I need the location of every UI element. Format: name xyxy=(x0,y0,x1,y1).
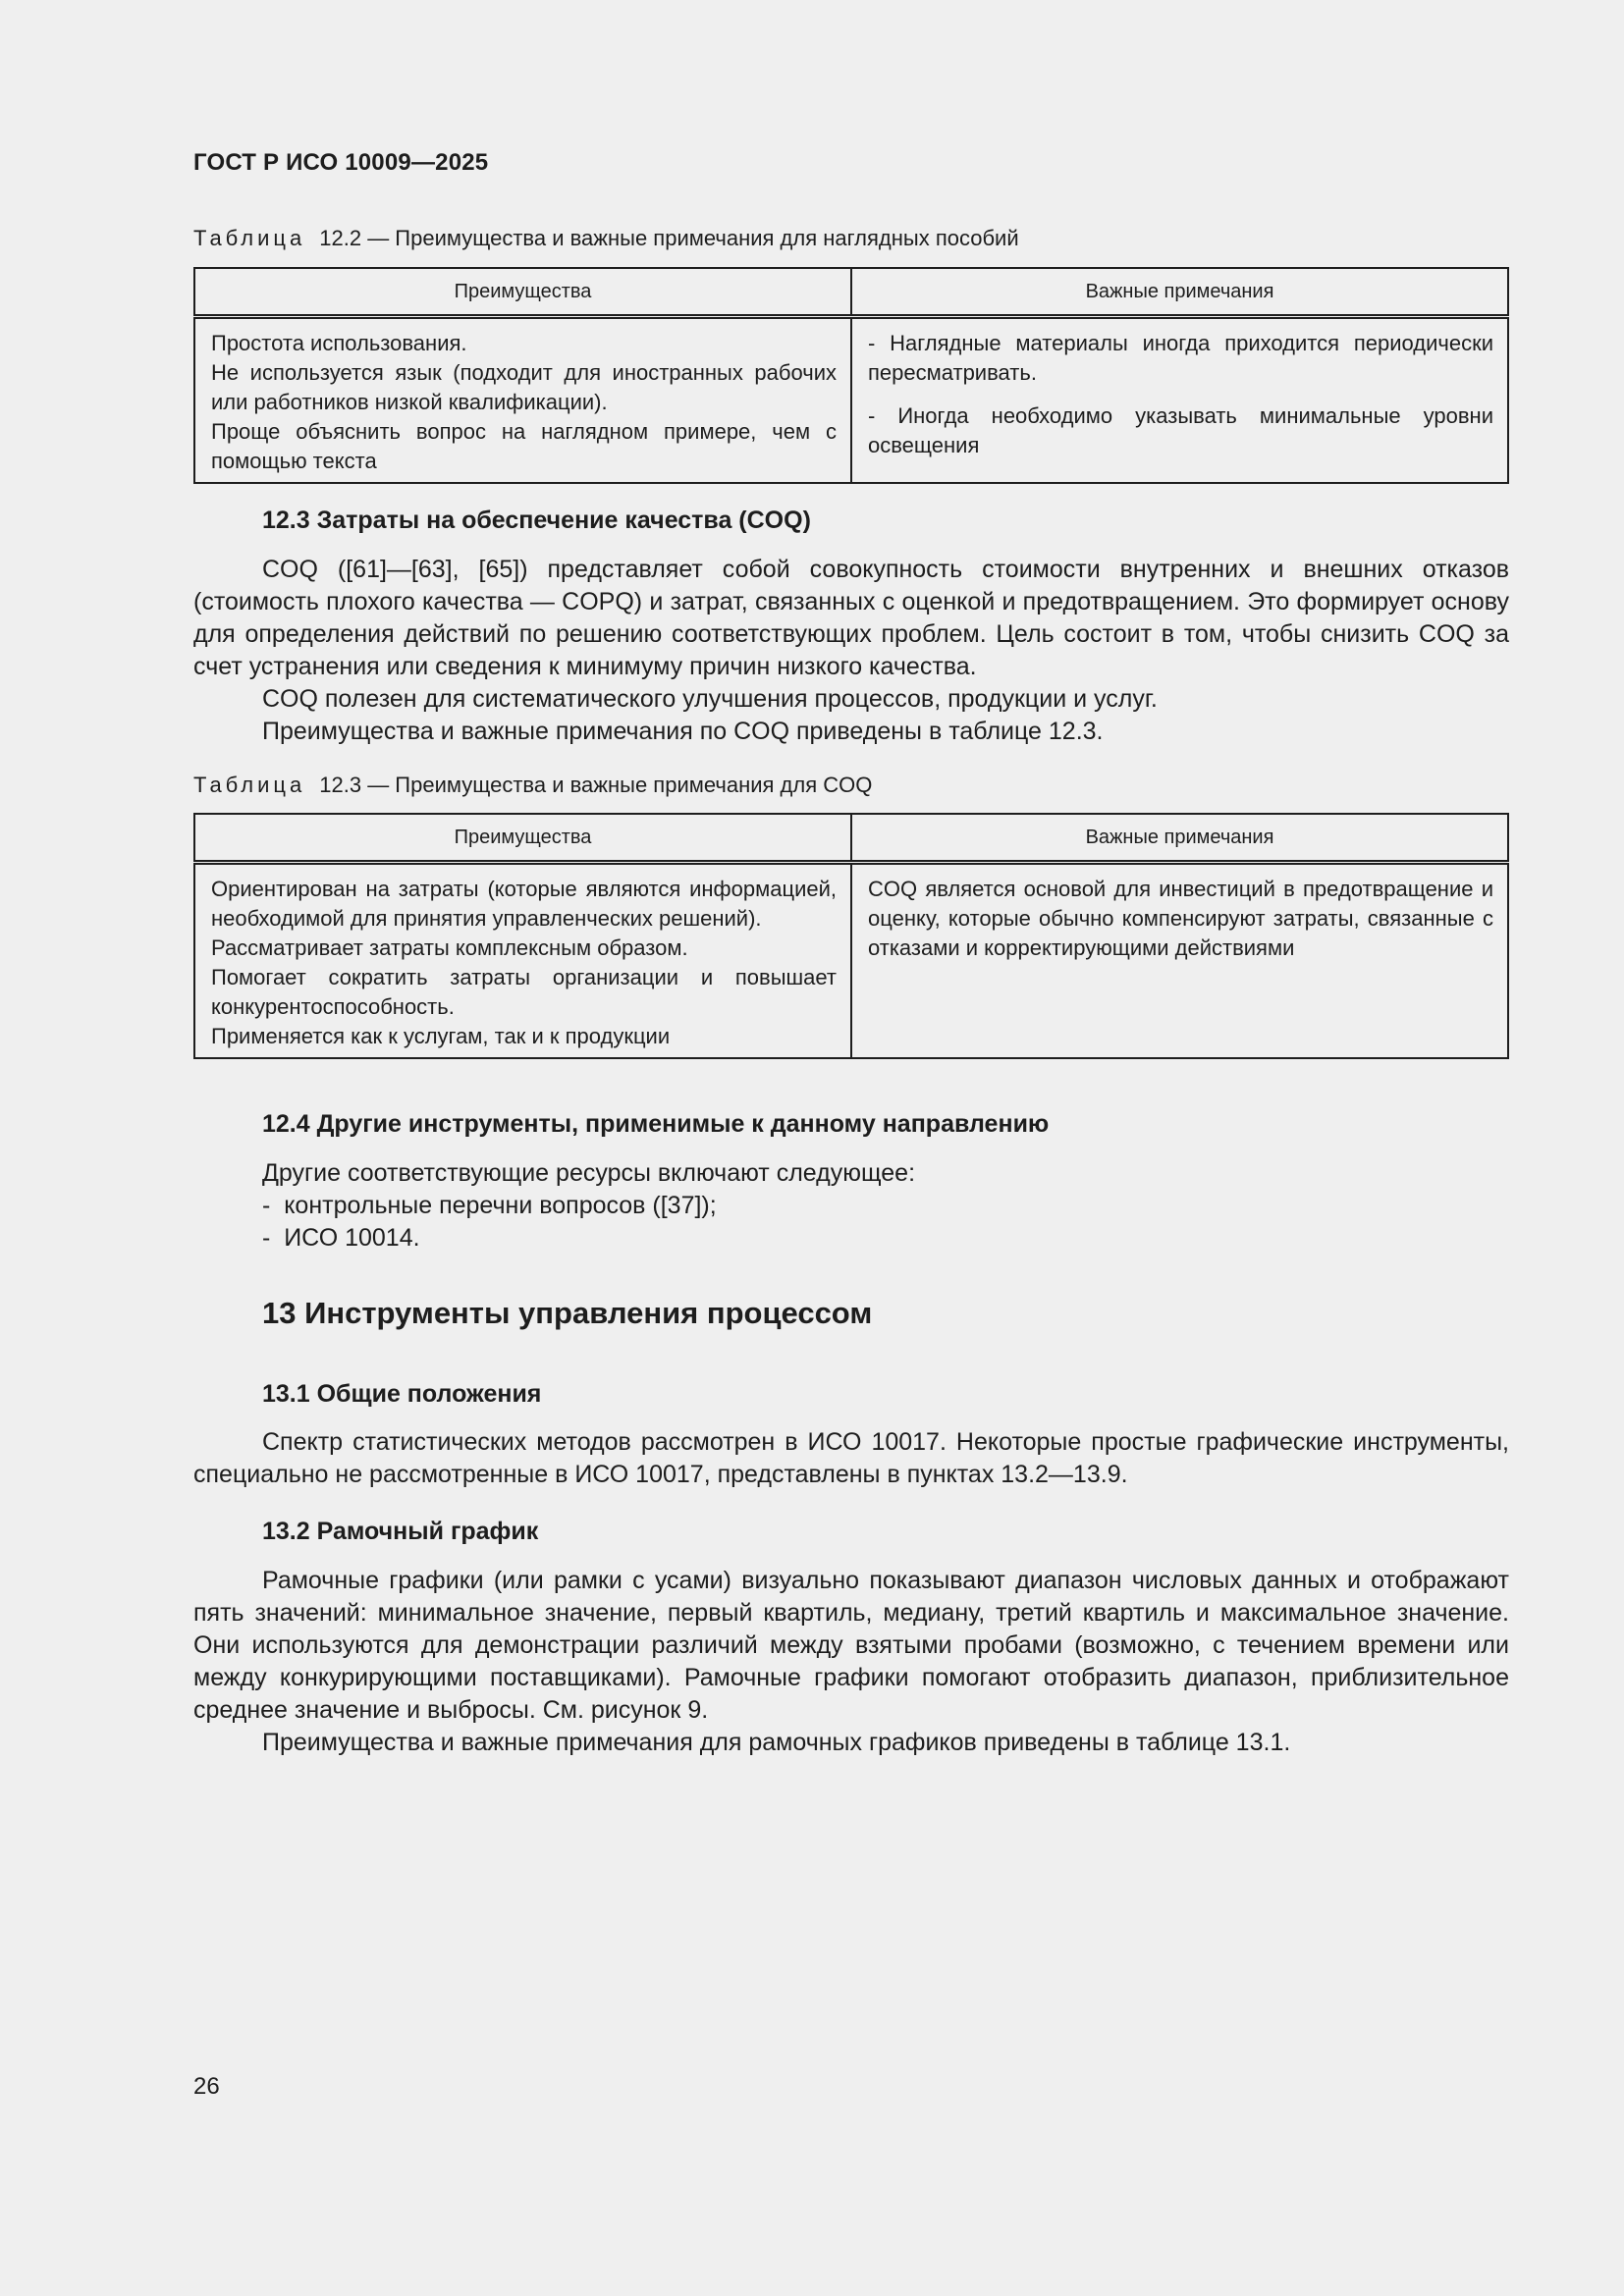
paragraph: Спектр статистических методов рассмотрен в ИСО 10017. Некоторые простые графические инструменты, специально не рассмотренные в ИСО 10017, представлены в пунктах 13.2—13.9. xyxy=(193,1428,1509,1488)
table-12-2 xyxy=(193,267,1509,484)
advantages-cell xyxy=(194,317,851,484)
section-heading-13-1: 13.1 Общие положения xyxy=(262,1380,542,1408)
note-item: - Наглядные материалы иногда приходится периодически пересматривать. xyxy=(868,331,1493,385)
list-intro: Другие соответствующие ресурсы включают следующее: xyxy=(262,1159,916,1187)
section-13-2-body xyxy=(193,1565,1509,1759)
table-column-header: Важные примечания xyxy=(851,814,1508,863)
table-column-header: Преимущества xyxy=(194,814,851,863)
table-caption-prefix: Таблица xyxy=(193,226,306,250)
table-caption-text: 12.3 — Преимущества и важные примечания для COQ xyxy=(319,773,873,797)
notes-cell xyxy=(851,863,1508,1059)
note-item: - Иногда необходимо указывать минимальные уровни освещения xyxy=(868,403,1493,457)
advantage-item: Простота использования. xyxy=(211,331,467,355)
section-13-1-body xyxy=(193,1426,1509,1491)
table-12-3-caption xyxy=(193,771,872,800)
paragraph: Преимущества и важные примечания по COQ приведены в таблице 12.3. xyxy=(262,718,1104,745)
resource-list xyxy=(262,1157,915,1255)
section-12-3-body xyxy=(193,554,1509,748)
advantage-item: Помогает сократить затраты организации и повышает конкурентоспособность. xyxy=(211,965,837,1019)
advantage-item: Применяется как к услугам, так и к продукции xyxy=(211,1024,671,1048)
paragraph: Рамочные графики (или рамки с усами) визуально показывают диапазон числовых данных и отображают пять значений: минимальное значение, первый квартиль, медиану, третий квартиль и максимальное значение. Они используются для демонстрации различий между взятыми пробами (возможно, с течением времени или между конкурирующими поставщиками). Рамочные графики помогают отобразить диапазон, приблизительное среднее значение и выбросы. См. рисунок 9. xyxy=(193,1567,1509,1724)
table-row xyxy=(194,317,1508,484)
list-item: - ИСО 10014. xyxy=(262,1224,420,1252)
page-number: 26 xyxy=(193,2073,220,2100)
advantages-cell xyxy=(194,863,851,1059)
advantage-item: Не используется язык (подходит для иностранных рабочих или работников низкой квалификации). xyxy=(211,360,837,414)
notes-cell xyxy=(851,317,1508,484)
advantage-item: Проще объяснить вопрос на наглядном примере, чем с помощью текста xyxy=(211,419,837,473)
table-column-header: Преимущества xyxy=(194,268,851,317)
table-column-header: Важные примечания xyxy=(851,268,1508,317)
advantage-item: Рассматривает затраты комплексным образом. xyxy=(211,935,688,960)
table-caption-prefix: Таблица xyxy=(193,773,306,797)
table-caption-text: 12.2 — Преимущества и важные примечания для наглядных пособий xyxy=(319,226,1019,250)
advantage-item: Ориентирован на затраты (которые являются информацией, необходимой для принятия управленческих решений). xyxy=(211,877,837,931)
note-item: COQ является основой для инвестиций в предотвращение и оценку, которые обычно компенсируют затраты, связанные с отказами и корректирующими действиями xyxy=(868,877,1493,960)
section-heading-13: 13 Инструменты управления процессом xyxy=(262,1296,873,1330)
list-item: - контрольные перечни вопросов ([37]); xyxy=(262,1192,717,1219)
document-header: ГОСТ Р ИСО 10009—2025 xyxy=(193,149,489,176)
table-12-2-caption xyxy=(193,224,1019,253)
paragraph: Преимущества и важные примечания для рамочных графиков приведены в таблице 13.1. xyxy=(262,1729,1291,1756)
paragraph: COQ ([61]—[63], [65]) представляет собой совокупность стоимости внутренних и внешних отказов (стоимость плохого качества — COPQ) и затрат, связанных с оценкой и предотвращением. Это формирует основу для определения действий по решению соответствующих проблем. Цель состоит в том, чтобы снизить COQ за счет устранения или сведения к минимуму причин низкого качества. xyxy=(193,556,1509,680)
section-heading-12-3: 12.3 Затраты на обеспечение качества (COQ) xyxy=(262,507,811,534)
paragraph: COQ полезен для систематического улучшения процессов, продукции и услуг. xyxy=(262,685,1158,713)
table-row xyxy=(194,863,1508,1059)
section-heading-12-4: 12.4 Другие инструменты, применимые к данному направлению xyxy=(262,1110,1050,1138)
table-12-3 xyxy=(193,813,1509,1059)
section-heading-13-2: 13.2 Рамочный график xyxy=(262,1518,539,1545)
